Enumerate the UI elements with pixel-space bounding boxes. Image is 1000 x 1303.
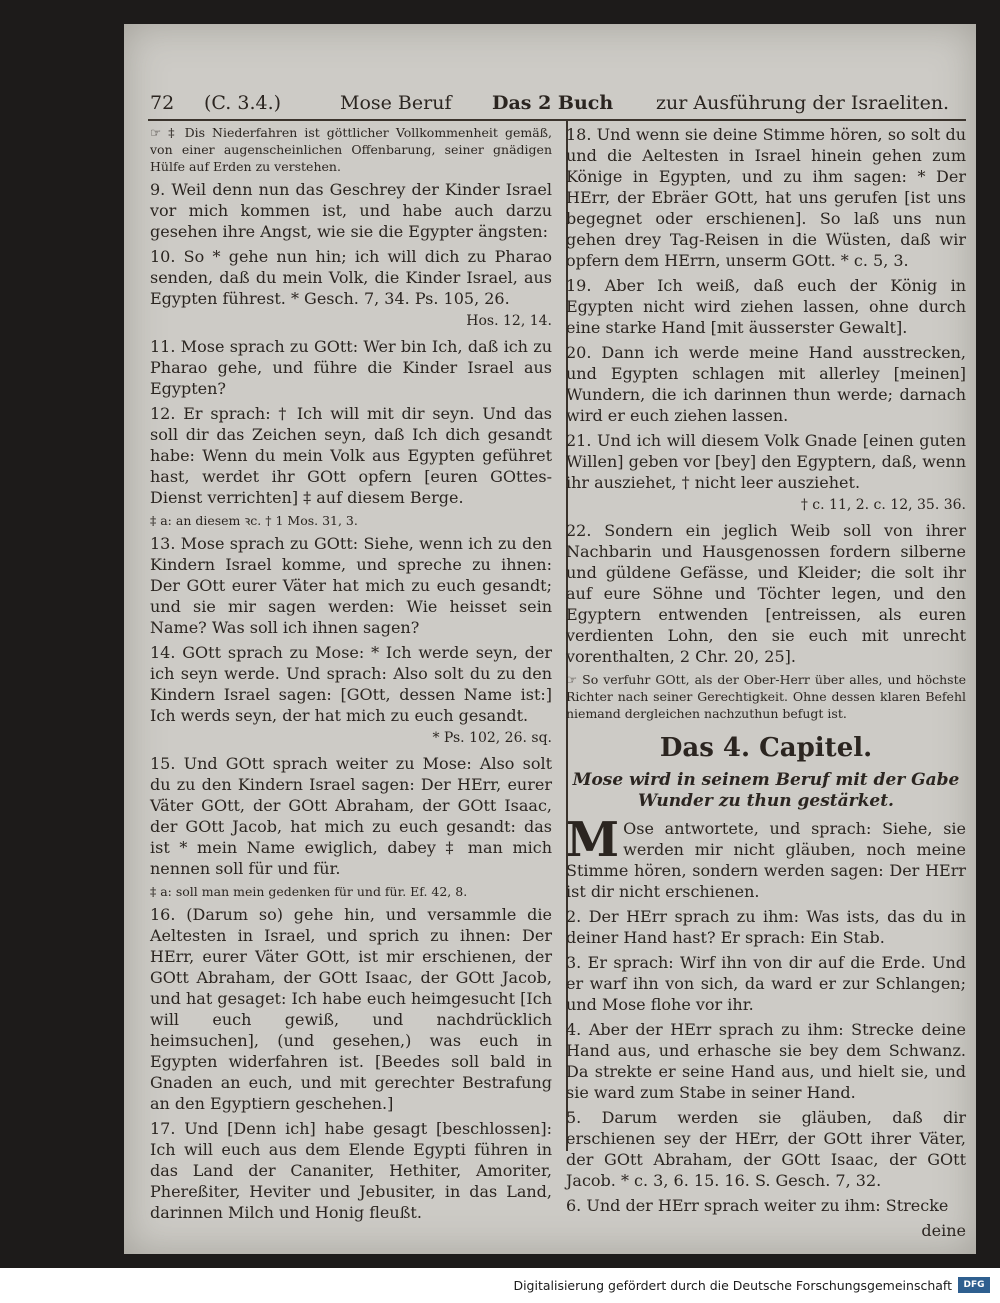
- verse-paragraph: 22. Sondern ein jeglich Weib soll von ihrer Nachbarin und Hausgenossen fordern silberne und güldene Gefässe, und Kleider; die solt ihr auf eure Söhne und Töchter legen, und den Egyptern entwenden [entreissen, als euren verdienten Lohn, den sie euch mit unrecht vorenthalten, 2 Chr. 20, 25].: [566, 521, 966, 666]
- verse-paragraph: 21. Und ich will diesem Volk Gnade [einen guten Willen] geben vor [bey] den Egyptern, daß, wenn ihr ausziehet, † nicht leer ausziehet.: [566, 431, 966, 492]
- right-column: [566, 124, 966, 1240]
- cross-reference: Hos. 12, 14.: [466, 313, 552, 329]
- funding-notice: Digitalisierung gefördert durch die Deutsche Forschungsgemeinschaft: [513, 1278, 952, 1293]
- verse-paragraph: 17. Und [Denn ich] habe gesagt [beschlossen]: Ich will euch aus dem Elende Egypti führen in das Land der Cananiter, Hethiter, Amoriter, Phereßiter, Heviter und Jebusiter, in das Land, darinnen Milch und Honig fleußt.: [150, 1119, 552, 1222]
- verse-paragraph: 20. Dann ich werde meine Hand ausstrecken, und Egypten schlagen mit allerley [meinen] Wundern, die ich darinnen thun werde; darnach wird er euch ziehen lassen.: [566, 343, 966, 425]
- verse-paragraph: 11. Mose sprach zu GOtt: Wer bin Ich, daß ich zu Pharao gehe, und führe die Kinder Israel aus Egypten?: [150, 337, 552, 398]
- cross-reference: * Ps. 102, 26. sq.: [432, 730, 552, 746]
- verse-paragraph: 4. Aber der HErr sprach zu ihm: Strecke deine Hand aus, und erhasche sie bey dem Schwanz. Da strekte er seine Hand aus, und hielt sie, und sie ward zum Stabe in seiner Hand.: [566, 1020, 966, 1102]
- page-number: 72: [150, 92, 175, 114]
- chapter-heading: Das 4. Capitel.: [659, 733, 873, 763]
- running-topic: Mose Beruf: [340, 92, 452, 114]
- chapter-reference: (C. 3.4.): [204, 92, 282, 114]
- verse-paragraph: 5. Darum werden sie gläuben, daß dir erschienen sey der HErr, der GOtt ihrer Väter, der GOtt Abraham, der GOtt Isaac, der GOtt Jacob. * c. 3, 6. 15. 16. S. Gesch. 7, 32.: [566, 1108, 966, 1190]
- running-subject: zur Ausführung der Israeliten.: [656, 92, 950, 114]
- gloss-note: ‡ a: soll man mein gedenken für und für. Ef. 42, 8.: [150, 884, 468, 899]
- verse-paragraph: 9. Weil denn nun das Geschrey der Kinder Israel vor mich kommen ist, und habe auch darzu gesehen ihre Angst, wie sie die Egypter ängsten:: [150, 180, 552, 241]
- verse-paragraph: 19. Aber Ich weiß, daß euch der König in Egypten nicht wird ziehen lassen, ohne durch eine starke Hand [mit äusserster Gewalt].: [566, 276, 966, 337]
- header-rule: [148, 119, 966, 121]
- digitization-footer: [0, 1268, 1000, 1303]
- verse-paragraph: 12. Er sprach: † Ich will mit dir seyn. Und das soll dir das Zeichen seyn, daß Ich dich gesandt habe: Wenn du mein Volk aus Egypten geführet hast, werdet ihr GOtt opfern [euren GOttes-Dienst verrichten] ‡ auf diesem Berge.: [150, 404, 552, 507]
- catchword: deine: [921, 1221, 966, 1240]
- left-column: [150, 124, 552, 1222]
- verse-paragraph: 6. Und der HErr sprach weiter zu ihm: Strecke: [566, 1196, 949, 1215]
- verse-paragraph: 14. GOtt sprach zu Mose: * Ich werde seyn, der ich seyn werde. Und sprach: Also solt du zu den Kindern Israel sagen: [GOtt, dessen Name ist:] Ich werds seyn, der hat mich zu euch gesandt.: [150, 643, 552, 725]
- dfg-logo-icon: DFG: [958, 1277, 990, 1293]
- verse-paragraph: 3. Er sprach: Wirf ihn von dir auf die Erde. Und er warf ihn von sich, da ward er zur Schlangen; und Mose flohe vor ihr.: [566, 953, 966, 1014]
- running-head: [150, 86, 960, 120]
- verse-paragraph: 16. (Darum so) gehe hin, und versammle die Aeltesten in Israel, und sprich zu ihnen: Der HErr, eurer Väter GOtt, ist mir erschienen, der GOtt Abraham, der GOtt Isaac, der GOtt Jacob, und hat gesaget: Ich habe euch heimgesucht [Ich will euch gewiß, und nachdrücklich heimsuchen], (und gesehen,) was euch in Egypten widerfahren ist. [Beedes soll bald in Gnaden an euch, und mit gerechter Bestrafung an den Egyptiern geschehen.]: [150, 905, 552, 1113]
- running-book: Das 2 Buch: [492, 92, 614, 114]
- verse-paragraph: 13. Mose sprach zu GOtt: Siehe, wenn ich zu den Kindern Israel komme, und spreche zu ihnen: Der GOtt eurer Väter hat mich zu euch gesandt; und sie mir sagen werden: Wie heisset sein Name? Was soll ich ihnen sagen?: [150, 534, 552, 637]
- drop-cap: M: [566, 812, 620, 868]
- verse-paragraph: [566, 812, 966, 902]
- chapter-summary: Mose wird in seinem Beruf mit der Gabe Wunder zu thun gestärket.: [572, 770, 960, 811]
- gloss-note: ‡ a: an diesem ꝛc. † 1 Mos. 31, 3.: [150, 513, 358, 528]
- gloss-note: ☞ ‡ Dis Niederfahren ist göttlicher Vollkommenheit gemäß, von einer augenscheinlichen Offenbarung, seiner gnädigen Hülfe auf Erden zu verstehen.: [150, 125, 552, 174]
- cross-reference: † c. 11, 2. c. 12, 35. 36.: [800, 497, 966, 513]
- verse-paragraph: 10. So * gehe nun hin; ich will dich zu Pharao senden, daß du mein Volk, die Kinder Israel, aus Egypten führest. * Gesch. 7, 34. Ps. 105, 26.: [150, 247, 552, 308]
- verse-paragraph: 2. Der HErr sprach zu ihm: Was ists, das du in deiner Hand hast? Er sprach: Ein Stab.: [566, 907, 966, 947]
- verse-paragraph: 18. Und wenn sie deine Stimme hören, so solt du und die Aeltesten in Israel hinein gehen zum Könige in Egypten, und zu ihm sagen: * Der HErr, der Ebräer GOtt, hat uns gerufen [ist uns begegnet oder erschienen]. So laß uns nun gehen drey Tag-Reisen in die Wüsten, daß wir opfern dem HErrn, unserm GOtt. * c. 5, 3.: [566, 125, 966, 270]
- paragraph-text: Ose antwortete, und sprach: Siehe, sie werden mir nicht gläuben, noch meine Stimme hören, sondern werden sagen: Der HErr ist dir nicht erschienen.: [566, 819, 966, 901]
- gloss-note: ☞ So verfuhr GOtt, als der Ober-Herr über alles, und höchste Richter nach seiner Gerechtigkeit. Ohne dessen klaren Befehl niemand dergleichen nachzuthun befugt ist.: [566, 672, 966, 721]
- verse-paragraph: 15. Und GOtt sprach weiter zu Mose: Also solt du zu den Kindern Israel sagen: Der HErr, eurer Väter GOtt, der GOtt Abraham, der GOtt Isaac, der GOtt Jacob, hat mich zu euch gesandt: das ist * mein Name ewiglich, dabey ‡ man mich nennen soll für und für.: [150, 754, 552, 878]
